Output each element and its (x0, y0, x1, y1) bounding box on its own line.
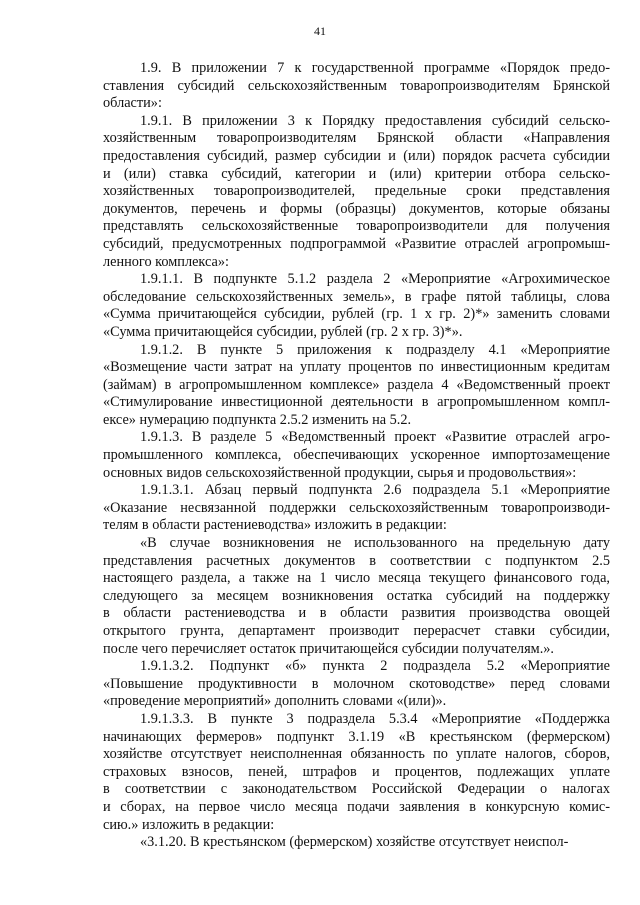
text-line: телям в области растениеводства» изложить в редакции: (103, 517, 447, 534)
text-line: ленного комплекса»: (103, 253, 230, 270)
text-line: «Повышение продуктивности в молочном скотоводстве» перед словами (103, 675, 610, 692)
text-line: после чего перечисляет остаток причитающейся субсидии получателям.». (103, 640, 554, 657)
text-line: и (или) ставка субсидий, категории и (или) критерии отбора сельско- (103, 165, 610, 182)
text-line: «проведение мероприятий» дополнить словами «(или)». (103, 693, 447, 710)
paragraph (103, 658, 610, 711)
text-line: и сборах, на первое число месяца подачи заявления в конкурсную комис- (103, 798, 610, 815)
text-line: в области растениеводства и в области развития производства овощей (103, 605, 610, 622)
text-line: настоящего раздела, а также на 1 число месяца текущего финансового года, (103, 570, 610, 587)
text-line: обследование сельскохозяйственных земель», в графе пятой таблицы, слова (103, 288, 610, 305)
text-line: 1.9.1.3.1. Абзац первый подпункта 2.6 подраздела 5.1 «Мероприятие (140, 482, 610, 499)
paragraph (103, 711, 610, 834)
text-line: 1.9.1.3. В разделе 5 «Ведомственный проект «Развитие отраслей агро- (140, 429, 610, 446)
text-line: области»: (103, 95, 162, 112)
text-line: «Сумма причитающейся субсидии, рублей (гр. 2 x гр. 3)*». (103, 323, 463, 340)
text-line: 1.9.1.3.3. В пункте 3 подраздела 5.3.4 «Мероприятие «Поддержка (140, 710, 610, 727)
text-line: «В случае возникновения не использованного на предельную дату (140, 535, 610, 552)
paragraph (103, 535, 610, 658)
text-line: «Оказание несвязанной поддержки сельскохозяйственным товаропроизводи- (103, 499, 610, 516)
text-line: предоставления субсидий, размер субсидии и (или) порядок расчета субсидии (103, 147, 610, 164)
text-line: «3.1.20. В крестьянском (фермерском) хозяйстве отсутствует неиспол- (140, 834, 569, 851)
paragraph (103, 342, 610, 430)
text-line: документов, перечень и формы (образцы) документов, которые обязаны (103, 200, 610, 217)
paragraph (103, 482, 610, 535)
text-line: в соответствии с законодательством Российской Федерации о налогах (103, 781, 610, 798)
text-line: «Стимулирование инвестиционной деятельности в агропромышленном компл- (103, 394, 610, 411)
text-line: хозяйственных товаропроизводителей, предельные сроки представления (103, 183, 610, 200)
page-number: 41 (314, 24, 326, 38)
document-body (103, 60, 610, 852)
text-line: следующего за месяцем возникновения остатка субсидий на поддержку (103, 587, 610, 604)
paragraph (103, 429, 610, 482)
text-line: 1.9.1. В приложении 3 к Порядку предоставления субсидий сельско- (140, 112, 610, 129)
text-line: субсидий, предусмотренных подпрограммой «Развитие отраслей агропромыш- (103, 235, 610, 252)
text-line: открытого грунта, департамент производит перерасчет ставки субсидии, (103, 623, 610, 639)
text-line: (займам) в агропромышленном комплексе» раздела 4 «Ведомственный проект (103, 376, 610, 393)
paragraph (103, 113, 610, 271)
text-line: промышленного комплекса, обеспечивающих ускоренное импортозамещение (103, 447, 610, 464)
paragraph (103, 60, 610, 113)
text-line: сию.» изложить в редакции: (103, 816, 275, 833)
text-line: 1.9. В приложении 7 к государственной программе «Порядок предо- (140, 60, 610, 76)
text-line: хозяйственным товаропроизводителям Брянской области «Направления (103, 130, 610, 147)
text-line: «Возмещение части затрат на уплату процентов по инвестиционным кредитам (103, 359, 610, 376)
text-line: 1.9.1.1. В подпункте 5.1.2 раздела 2 «Мероприятие «Агрохимическое (140, 271, 610, 288)
paragraph (103, 834, 610, 852)
text-line: страховых взносов, пеней, штрафов и процентов, подлежащих уплате (103, 763, 610, 780)
text-line: ексе» нумерацию подпункта 2.5.2 изменить на 5.2. (103, 411, 412, 428)
text-line: 1.9.1.2. В пункте 5 приложения к подразделу 4.1 «Мероприятие (140, 341, 610, 358)
text-line: начинающих фермеров» подпункт 3.1.19 «В крестьянском (фермерском) (103, 728, 610, 745)
text-line: «Сумма причитающейся субсидии, рублей (гр. 1 x гр. 2)*» заменить словами (103, 306, 610, 323)
text-line: основных видов сельскохозяйственной продукции, сырья и продовольствия»: (103, 464, 577, 481)
text-line: 1.9.1.3.2. Подпункт «б» пункта 2 подраздела 5.2 «Мероприятие (140, 658, 610, 675)
text-line: представления расчетных документов в соответствии с подпунктом 2.5 (103, 552, 610, 569)
text-line: хозяйстве отсутствует неисполненная обязанность по уплате налогов, сборов, (103, 746, 610, 763)
text-line: ставления субсидий сельскохозяйственным товаропроизводителям Брянской (103, 77, 610, 94)
paragraph (103, 271, 610, 341)
text-line: представлять сельскохозяйственные товаропроизводители для получения (103, 218, 610, 235)
